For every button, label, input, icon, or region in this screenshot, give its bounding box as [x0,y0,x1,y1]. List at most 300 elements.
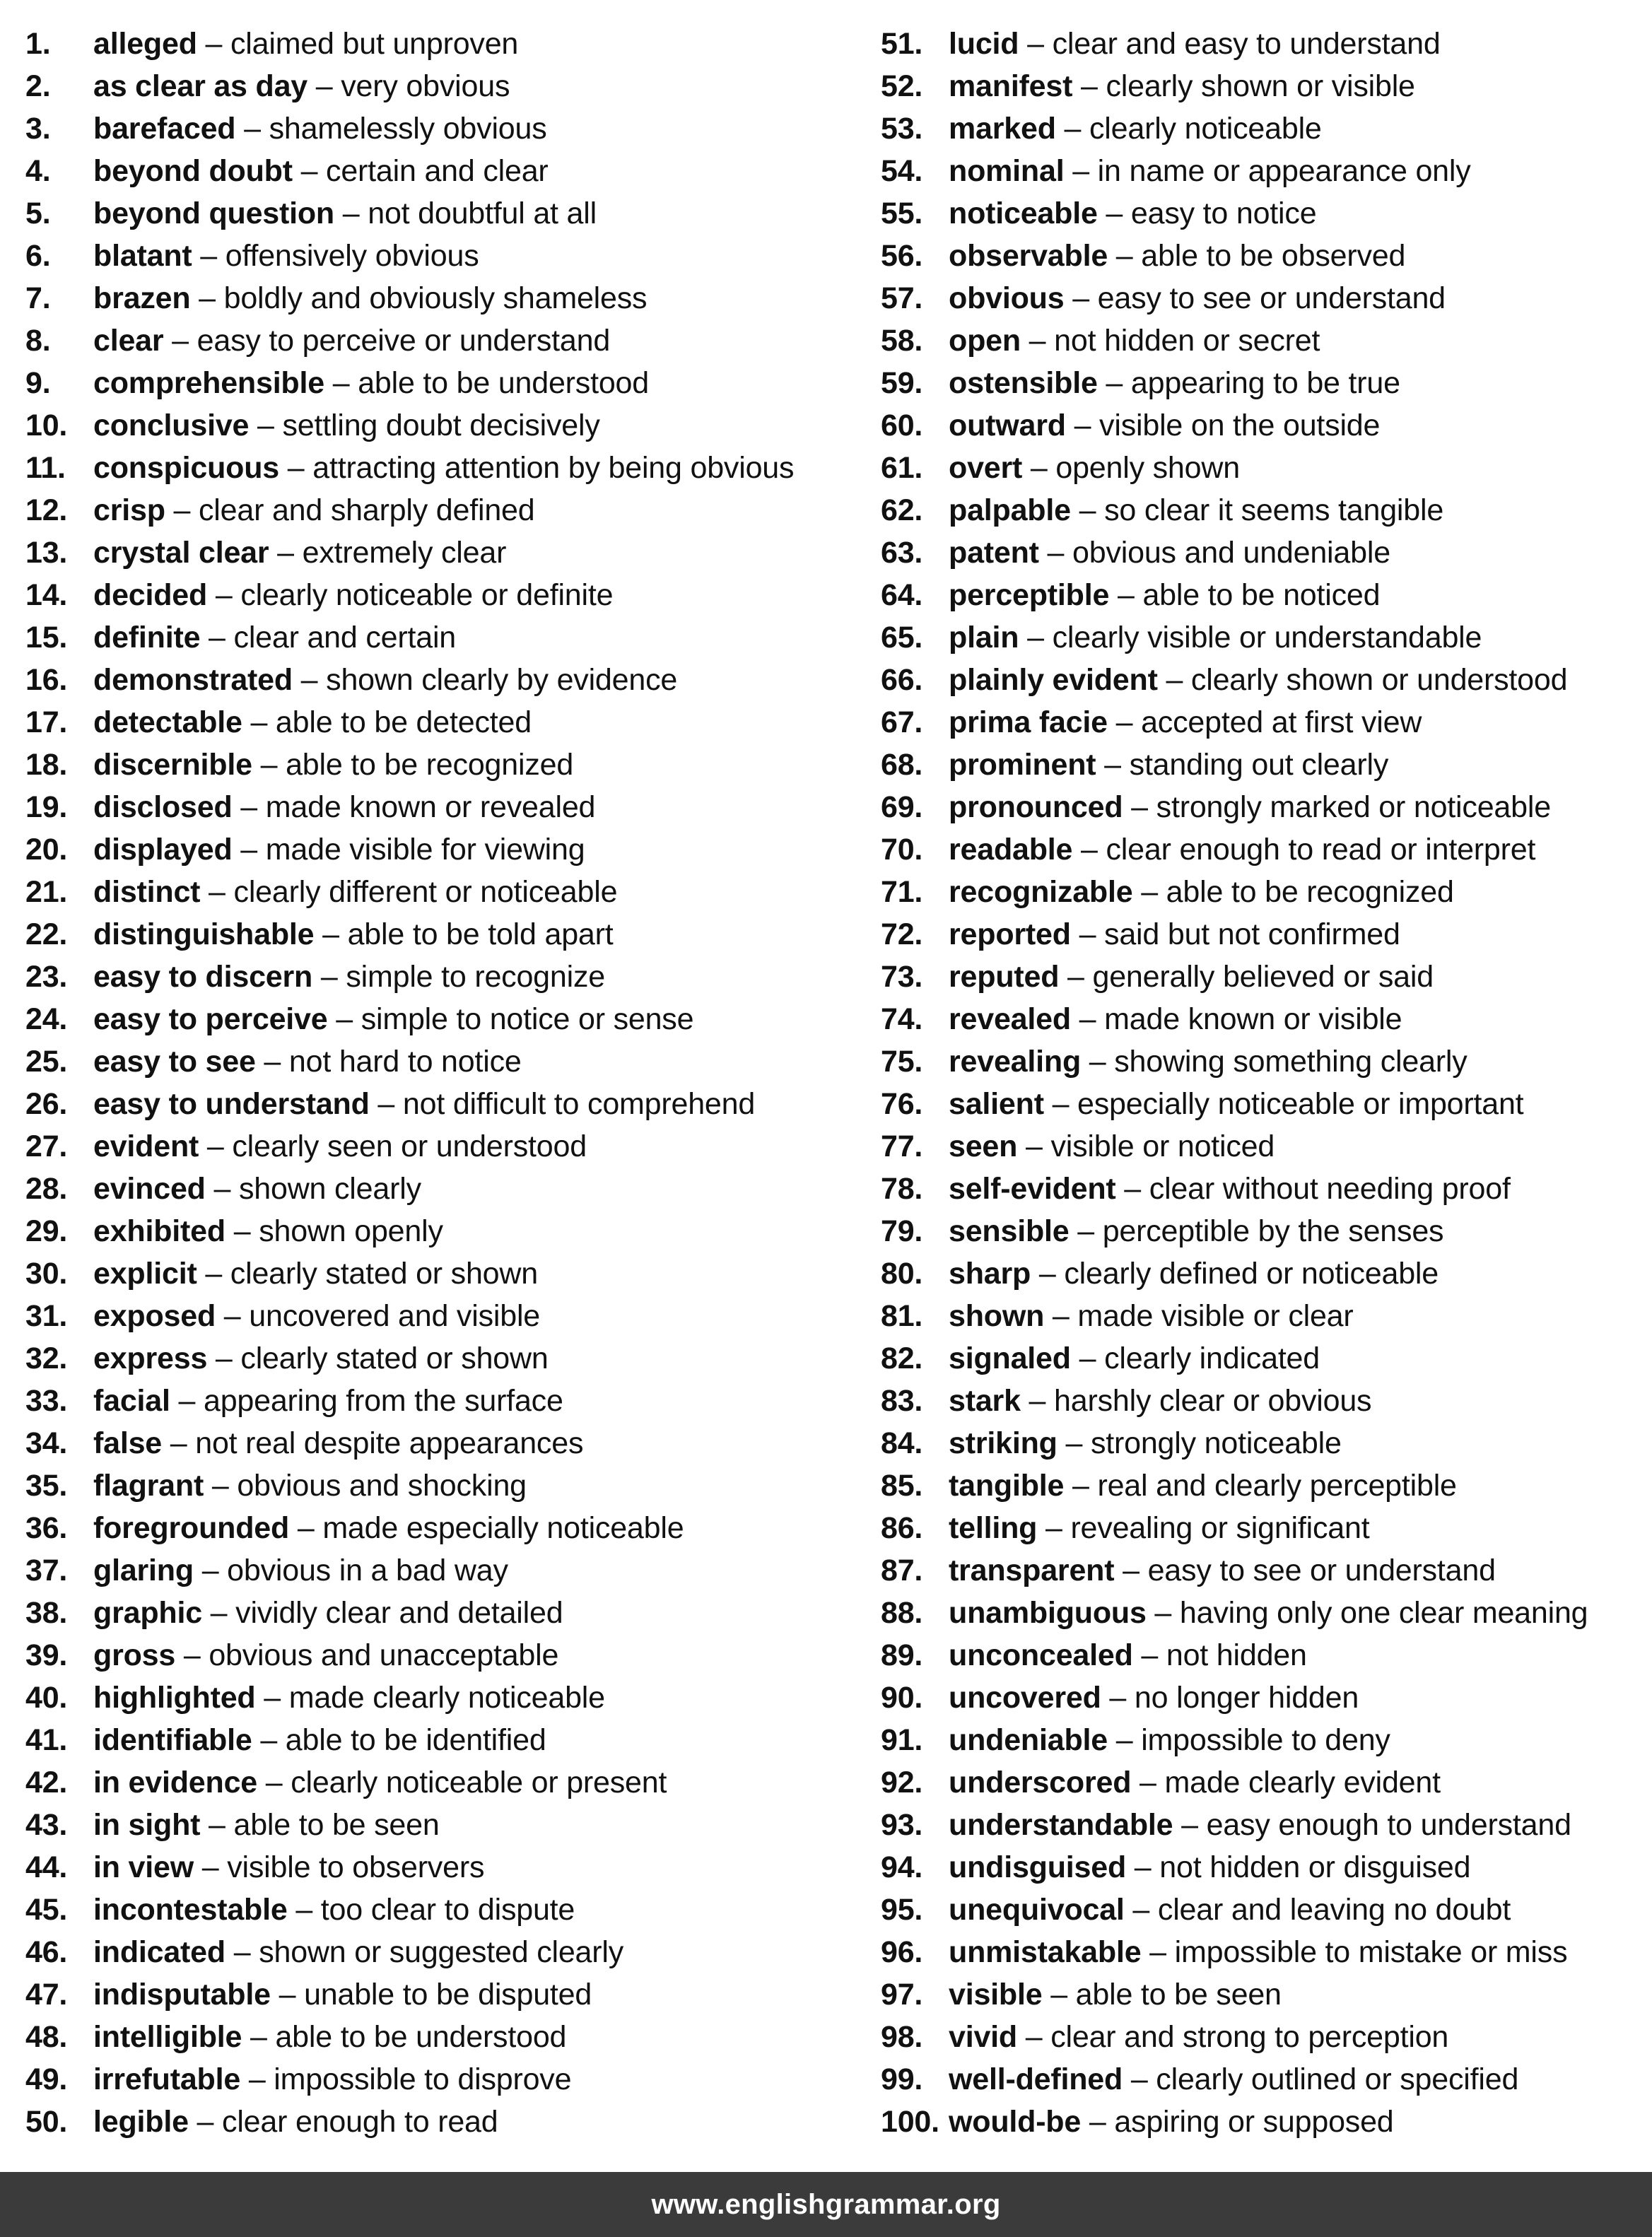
word-column-right [881,23,1630,2143]
item-term: plainly evident [949,663,1158,697]
item-term: revealed [949,1002,1071,1036]
item-separator: – [1107,1723,1142,1757]
list-item [881,998,1630,1040]
item-term: self-evident [949,1172,1116,1206]
item-definition: appearing to be true [1130,366,1400,400]
item-term: explicit [93,1257,197,1291]
item-separator: – [327,1002,361,1036]
item-separator: – [1070,917,1105,951]
item-term: detectable [93,705,242,739]
item-number: 80. [881,1257,923,1291]
list-item [25,1592,838,1634]
item-term: easy to perceive [93,1002,328,1036]
item-term: observable [949,239,1108,273]
item-number: 20. [25,833,68,867]
item-definition: clear and sharply defined [199,493,535,527]
item-number: 3. [25,112,51,146]
item-definition: made visible for viewing [265,833,585,867]
list-item [25,319,838,362]
item-term: would-be [949,2105,1082,2139]
item-number: 8. [25,324,51,358]
item-term: express [93,1341,208,1375]
item-term: plain [949,621,1019,654]
item-number: 69. [881,790,923,824]
item-term: outward [949,409,1066,442]
list-item [25,828,838,871]
item-number: 81. [881,1299,923,1333]
item-definition: able to be recognized [1166,875,1454,909]
item-separator: – [1096,748,1130,782]
item-term: seen [949,1129,1018,1163]
item-definition: impossible to mistake or miss [1174,1935,1568,1969]
item-definition: not hidden [1166,1638,1307,1672]
item-definition: extremely clear [302,536,507,570]
item-term: unequivocal [949,1893,1125,1927]
item-number: 93. [881,1808,923,1842]
item-separator: – [170,1384,204,1418]
list-item [25,1719,838,1761]
item-separator: – [287,1893,321,1927]
list-item [881,1422,1630,1464]
item-definition: clearly seen or understood [232,1129,587,1163]
list-item [25,1464,838,1507]
item-separator: – [1081,2105,1115,2139]
item-number: 60. [881,409,923,442]
item-separator: – [200,621,234,654]
item-definition: clear without needing proof [1149,1172,1511,1206]
item-definition: very obvious [341,69,510,103]
list-item [25,574,838,616]
item-separator: – [225,1214,259,1248]
list-item [25,2058,838,2101]
item-term: comprehensible [93,366,324,400]
item-term: distinguishable [93,917,315,951]
item-definition: standing out clearly [1129,748,1389,782]
item-term: tangible [949,1469,1065,1503]
item-definition: not hidden or disguised [1159,1850,1471,1884]
item-separator: – [240,2062,274,2096]
list-item [25,956,838,998]
item-separator: – [314,917,348,951]
item-term: evinced [93,1172,206,1206]
item-term: undisguised [949,1850,1127,1884]
list-item [25,404,838,447]
item-term: palpable [949,493,1071,527]
item-term: unconcealed [949,1638,1133,1672]
item-separator: – [190,281,224,315]
item-definition: shown openly [259,1214,443,1248]
item-term: brazen [93,281,191,315]
item-separator: – [1019,621,1053,654]
item-separator: – [1131,1766,1165,1799]
item-number: 24. [25,1002,68,1036]
item-separator: – [242,705,276,739]
item-term: unmistakable [949,1935,1142,1969]
item-term: pronounced [949,790,1123,824]
item-number: 48. [25,2020,68,2054]
list-item [881,1592,1630,1634]
item-separator: – [307,69,341,103]
item-number: 37. [25,1554,68,1587]
list-item [881,1125,1630,1168]
item-definition: easy to perceive or understand [197,324,611,358]
item-separator: – [1146,1596,1180,1630]
item-separator: – [1069,1214,1103,1248]
item-term: in evidence [93,1766,258,1799]
item-definition: obvious and shocking [237,1469,527,1503]
item-term: uncovered [949,1681,1101,1715]
item-term: undeniable [949,1723,1108,1757]
list-item [25,235,838,277]
item-term: clear [93,324,164,358]
item-term: stark [949,1384,1021,1418]
item-separator: – [1097,196,1131,230]
item-term: highlighted [93,1681,256,1715]
item-definition: made known or revealed [265,790,596,824]
item-separator: – [193,1850,228,1884]
list-item [881,107,1630,150]
item-number: 63. [881,536,923,570]
item-number: 99. [881,2062,923,2096]
list-item [25,1931,838,1973]
item-separator: – [292,663,327,697]
list-item [25,1083,838,1125]
item-definition: visible on the outside [1099,409,1381,442]
list-item [881,447,1630,489]
item-definition: clearly stated or shown [240,1341,549,1375]
item-number: 89. [881,1638,923,1672]
item-number: 2. [25,69,51,103]
item-definition: not doubtful at all [368,196,597,230]
item-number: 85. [881,1469,923,1503]
list-item [881,744,1630,786]
list-item [881,1210,1630,1252]
item-term: incontestable [93,1893,288,1927]
item-number: 67. [881,705,923,739]
item-definition: clear and certain [233,621,457,654]
item-separator: – [242,2020,276,2054]
item-number: 100. [881,2105,939,2139]
list-item [25,150,838,192]
item-number: 5. [25,196,51,230]
list-item [25,1846,838,1889]
item-definition: able to be identified [285,1723,546,1757]
item-number: 88. [881,1596,923,1630]
item-number: 42. [25,1766,68,1799]
item-number: 49. [25,2062,68,2096]
item-separator: – [1064,154,1098,188]
list-item [881,1295,1630,1337]
item-definition: revealing or significant [1070,1511,1370,1545]
item-definition: clear and easy to understand [1052,27,1441,61]
item-term: disclosed [93,790,233,824]
list-item [881,2016,1630,2058]
item-separator: – [252,1723,286,1757]
item-definition: strongly marked or noticeable [1156,790,1551,824]
item-term: definite [93,621,201,654]
list-item [881,1380,1630,1422]
item-definition: unable to be disputed [304,1978,592,2012]
list-item [25,2101,838,2143]
item-number: 50. [25,2105,68,2139]
list-item [25,744,838,786]
item-number: 57. [881,281,923,315]
item-number: 25. [25,1045,68,1079]
list-item [25,1507,838,1549]
item-term: gross [93,1638,176,1672]
list-item [25,1252,838,1295]
item-definition: not difficult to comprehend [402,1087,756,1121]
item-separator: – [1037,1511,1071,1545]
item-definition: made known or visible [1104,1002,1402,1036]
item-term: discernible [93,748,252,782]
list-item [881,828,1630,871]
item-number: 97. [881,1978,923,2012]
list-item [25,107,838,150]
item-definition: clearly defined or noticeable [1064,1257,1439,1291]
item-number: 7. [25,281,51,315]
item-separator: – [235,112,269,146]
item-number: 29. [25,1214,68,1248]
item-separator: – [193,1554,228,1587]
item-separator: – [197,1257,230,1291]
item-term: shown [949,1299,1045,1333]
item-number: 64. [881,578,923,612]
item-number: 32. [25,1341,68,1375]
item-term: glaring [93,1554,194,1587]
item-definition: settling doubt decisively [282,409,600,442]
item-separator: – [334,196,368,230]
item-definition: clearly indicated [1104,1341,1320,1375]
item-number: 83. [881,1384,923,1418]
item-term: decided [93,578,208,612]
list-item [881,1507,1630,1549]
item-term: open [949,324,1021,358]
item-separator: – [1081,1045,1115,1079]
list-item [881,1846,1630,1889]
item-definition: shown clearly by evidence [326,663,678,697]
item-term: as clear as day [93,69,308,103]
list-item [25,871,838,913]
list-item [881,1719,1630,1761]
item-separator: – [1064,281,1098,315]
item-term: perceptible [949,578,1110,612]
item-term: crisp [93,493,165,527]
item-definition: clearly different or noticeable [233,875,618,909]
item-separator: – [1126,1850,1160,1884]
word-column-left [25,23,838,2143]
item-term: reported [949,917,1071,951]
item-term: sensible [949,1214,1070,1248]
item-number: 98. [881,2020,923,2054]
item-separator: – [163,324,197,358]
item-number: 33. [25,1384,68,1418]
item-separator: – [204,1469,238,1503]
item-term: reputed [949,960,1060,994]
item-separator: – [1065,409,1100,442]
item-definition: clear and strong to perception [1050,2020,1449,2054]
item-term: evident [93,1129,199,1163]
list-item [25,277,838,319]
list-item [25,1040,838,1083]
item-number: 41. [25,1723,68,1757]
item-separator: – [292,154,327,188]
list-item [881,2058,1630,2101]
item-term: visible [949,1978,1043,2012]
item-definition: able to be seen [233,1808,440,1842]
item-number: 14. [25,578,68,612]
item-separator: – [1055,112,1089,146]
item-definition: no longer hidden [1134,1681,1359,1715]
item-definition: real and clearly perceptible [1097,1469,1457,1503]
item-number: 39. [25,1638,68,1672]
item-separator: – [269,536,303,570]
list-item [25,659,838,701]
item-term: indisputable [93,1978,271,2012]
list-item [881,23,1630,65]
item-definition: clear enough to read [222,2105,498,2139]
item-number: 46. [25,1935,68,1969]
item-number: 79. [881,1214,923,1248]
item-definition: showing something clearly [1114,1045,1468,1079]
item-term: well-defined [949,2062,1123,2096]
list-item [881,1804,1630,1846]
item-term: prima facie [949,705,1108,739]
list-item [25,489,838,532]
item-definition: not hard to notice [288,1045,522,1079]
item-separator: – [1132,1638,1166,1672]
item-term: barefaced [93,112,236,146]
list-item [881,1931,1630,1973]
item-term: conspicuous [93,451,280,485]
item-term: underscored [949,1766,1132,1799]
item-definition: generally believed or said [1092,960,1434,994]
item-definition: clearly noticeable or present [291,1766,667,1799]
item-term: patent [949,536,1039,570]
item-number: 23. [25,960,68,994]
item-separator: – [1109,578,1143,612]
list-item [881,659,1630,701]
item-separator: – [1141,1935,1175,1969]
item-separator: – [207,1341,241,1375]
site-url-link[interactable]: www.englishgrammar.org [651,2188,1001,2220]
list-item [881,1549,1630,1592]
item-term: marked [949,112,1056,146]
item-number: 75. [881,1045,923,1079]
item-term: telling [949,1511,1038,1545]
list-item [25,1677,838,1719]
list-item [25,1804,838,1846]
list-item [881,1464,1630,1507]
item-definition: made clearly evident [1164,1766,1441,1799]
item-number: 13. [25,536,68,570]
item-definition: not hidden or secret [1054,324,1320,358]
item-term: facial [93,1384,170,1418]
item-definition: openly shown [1055,451,1240,485]
list-item [25,1634,838,1677]
list-item [881,192,1630,235]
item-separator: – [1157,663,1191,697]
item-definition: clearly outlined or specified [1156,2062,1519,2096]
item-definition: easy to notice [1130,196,1317,230]
item-term: noticeable [949,196,1098,230]
item-separator: – [197,27,230,61]
list-item [25,1295,838,1337]
item-definition: made visible or clear [1077,1299,1354,1333]
item-separator: – [1064,1469,1098,1503]
item-definition: easy to see or understand [1147,1554,1496,1587]
item-number: 30. [25,1257,68,1291]
list-item [881,1634,1630,1677]
item-number: 74. [881,1002,923,1036]
item-separator: – [1070,1341,1105,1375]
list-item [881,362,1630,404]
item-term: revealing [949,1045,1082,1079]
item-number: 54. [881,154,923,188]
item-separator: – [207,578,241,612]
item-definition: easy enough to understand [1206,1808,1571,1842]
list-item [25,532,838,574]
item-separator: – [279,451,313,485]
item-separator: – [1123,2062,1156,2096]
item-definition: especially noticeable or important [1077,1087,1524,1121]
list-item [25,1337,838,1380]
item-separator: – [270,1978,305,2012]
list-item [25,1125,838,1168]
item-term: easy to discern [93,960,313,994]
list-item [881,1040,1630,1083]
item-definition: not real despite appearances [195,1426,584,1460]
item-definition: aspiring or supposed [1114,2105,1394,2139]
item-separator: – [1124,1893,1158,1927]
item-definition: simple to notice or sense [361,1002,694,1036]
item-number: 87. [881,1554,923,1587]
item-definition: clear and leaving no doubt [1157,1893,1511,1927]
item-term: conclusive [93,409,250,442]
item-term: demonstrated [93,663,293,697]
word-list [0,23,1652,2143]
list-item [25,1168,838,1210]
list-item [25,192,838,235]
item-separator: – [1019,27,1053,61]
item-definition: clearly visible or understandable [1052,621,1482,654]
list-item [25,362,838,404]
item-definition: visible or noticed [1050,1129,1275,1163]
list-item [25,1549,838,1592]
item-term: beyond question [93,196,335,230]
list-item [881,2101,1630,2143]
item-term: transparent [949,1554,1115,1587]
list-item [25,65,838,107]
item-term: manifest [949,69,1073,103]
item-number: 92. [881,1766,923,1799]
item-term: in view [93,1850,194,1884]
item-separator: – [1020,1384,1055,1418]
item-term: displayed [93,833,233,867]
item-separator: – [205,1172,239,1206]
item-number: 82. [881,1341,923,1375]
item-definition: clear enough to read or interpret [1106,833,1536,867]
item-separator: – [200,1808,234,1842]
item-number: 15. [25,621,68,654]
item-term: sharp [949,1257,1031,1291]
item-term: striking [949,1426,1058,1460]
item-separator: – [1017,1129,1051,1163]
item-separator: – [1108,239,1142,273]
item-term: vivid [949,2020,1017,2054]
item-separator: – [225,1935,259,1969]
item-separator: – [1072,833,1106,867]
